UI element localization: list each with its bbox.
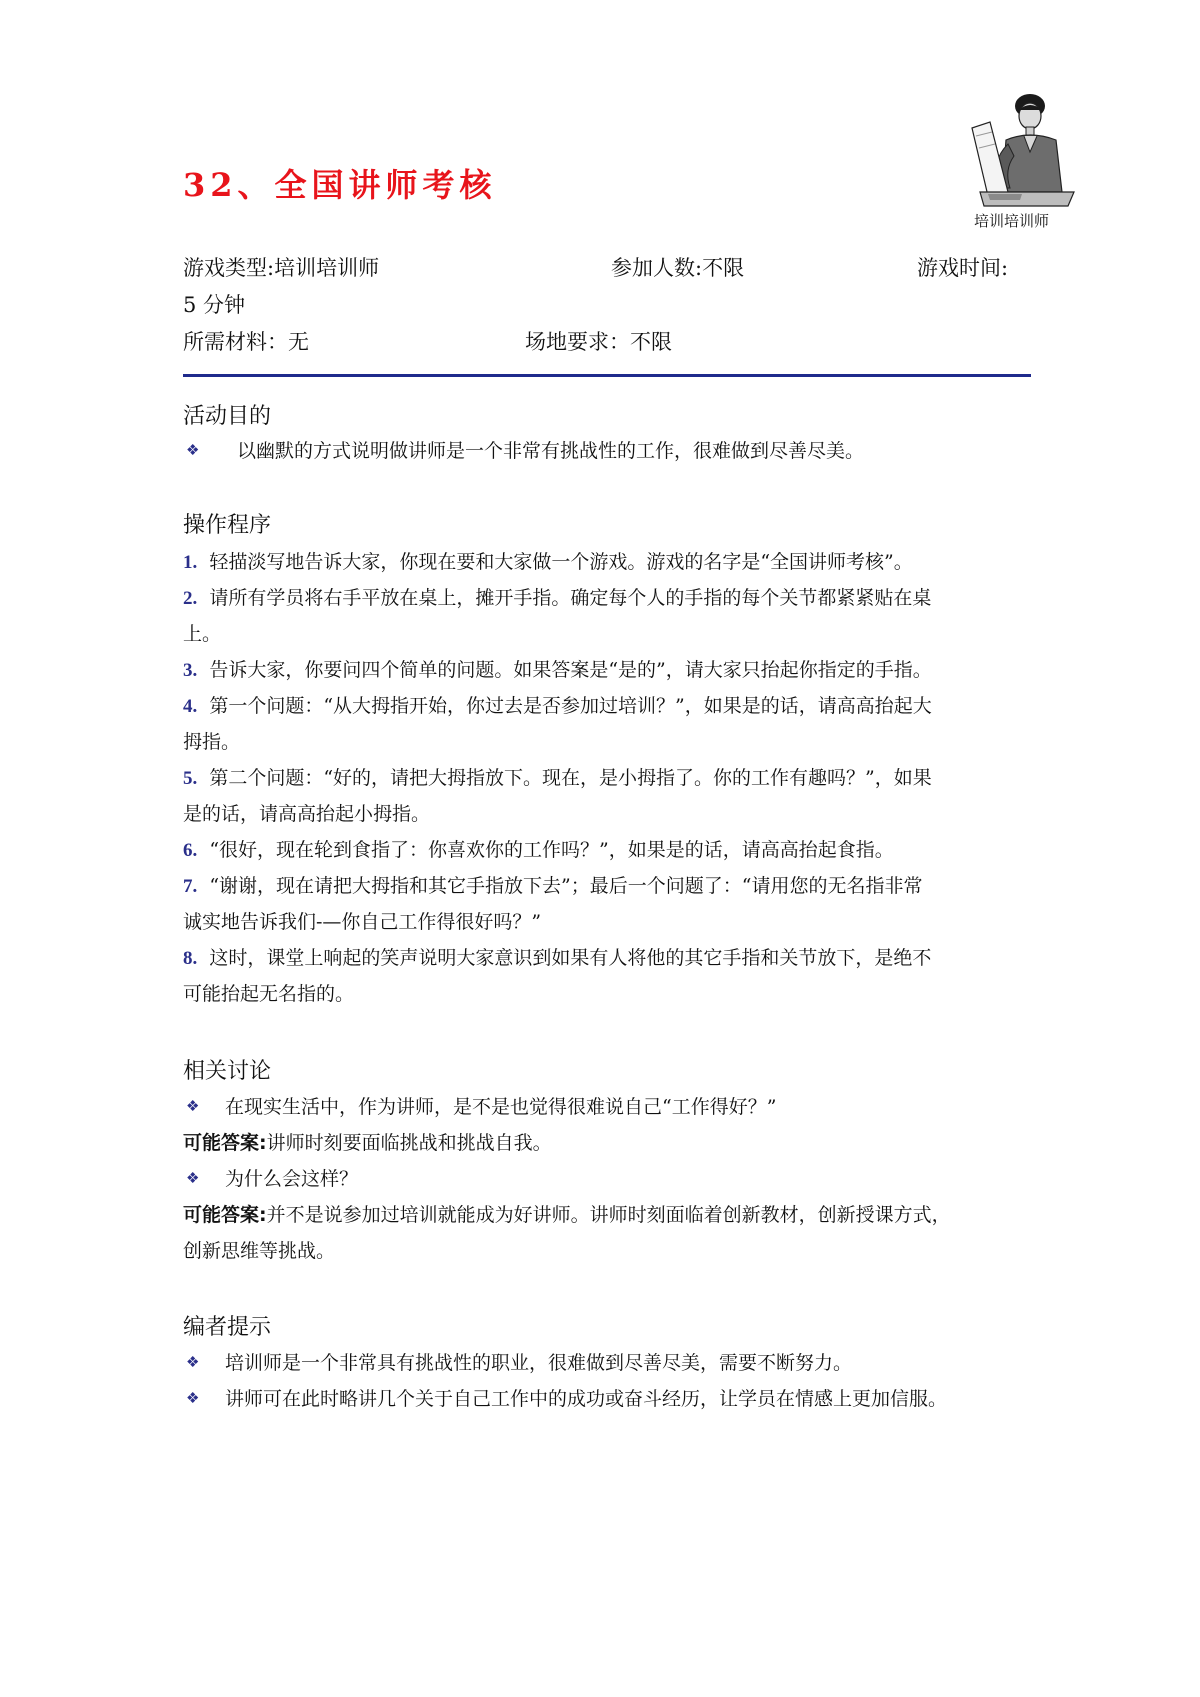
bullet-icon: ❖ (186, 1097, 200, 1115)
figure-caption: 培训培训师 (974, 212, 1050, 230)
answer-text: 讲师时刻要面临挑战和挑战自我。 (266, 1132, 552, 1154)
procedure-step-7 (183, 871, 923, 898)
bullet-icon: ❖ (186, 1169, 200, 1187)
step-number: 2. (183, 588, 198, 609)
purpose-item: 以幽默的方式说明做讲师是一个非常有挑战性的工作，很难做到尽善尽美。 (237, 440, 865, 462)
step-text-continued: 诚实地告诉我们-—你自己工作得很好吗？” (183, 911, 542, 933)
step-text: 这时，课堂上响起的笑声说明大家意识到如果有人将他的其它手指和关节放下，是绝不 (209, 947, 932, 969)
section-heading-purpose: 活动目的 (183, 404, 272, 429)
step-text: 第一个问题：“从大拇指开始，你过去是否参加过培训？”，如果是的话，请高高抬起大 (209, 695, 932, 717)
step-text: 请所有学员将右手平放在桌上，摊开手指。确定每个人的手指的每个关节都紧紧贴在桌 (209, 587, 932, 609)
bullet-icon: ❖ (186, 1389, 200, 1407)
answer-text: 并不是说参加过培训就能成为好讲师。讲师时刻面临着创新教材，创新授课方式， (266, 1204, 951, 1226)
step-text: 第二个问题：“好的，请把大拇指放下。现在，是小拇指了。你的工作有趣吗？”，如果 (209, 767, 932, 789)
procedure-step-6 (183, 835, 894, 862)
tip-item: 培训师是一个非常具有挑战性的职业，很难做到尽善尽美，需要不断努力。 (225, 1352, 853, 1374)
answer-label: 可能答案: (183, 1132, 267, 1154)
step-text-continued: 是的话，请高高抬起小拇指。 (183, 803, 431, 825)
game-type: 游戏类型:培训培训师 (183, 256, 380, 280)
step-text: 轻描淡写地告诉大家，你现在要和大家做一个游戏。游戏的名字是“全国讲师考核”。 (209, 551, 913, 573)
step-text-continued: 可能抬起无名指的。 (183, 983, 355, 1005)
procedure-step-5 (183, 763, 932, 790)
answer-text-continued: 创新思维等挑战。 (183, 1240, 336, 1262)
bullet-icon: ❖ (186, 1353, 200, 1371)
procedure-step-4 (183, 691, 932, 718)
step-text: “谢谢，现在请把大拇指和其它手指放下去”；最后一个问题了：“请用您的无名指非常 (209, 875, 923, 897)
procedure-step-8 (183, 943, 931, 970)
step-number: 8. (183, 948, 198, 969)
materials: 所需材料：无 (183, 330, 309, 354)
section-heading-discussion: 相关讨论 (183, 1059, 272, 1084)
step-text: 告诉大家，你要问四个简单的问题。如果答案是“是的”，请大家只抬起你指定的手指。 (209, 659, 932, 681)
venue: 场地要求：不限 (525, 330, 672, 354)
tip-item: 讲师可在此时略讲几个关于自己工作中的成功或奋斗经历，让学员在情感上更加信服。 (225, 1388, 948, 1410)
step-text: “很好，现在轮到食指了：你喜欢你的工作吗？”，如果是的话，请高高抬起食指。 (209, 839, 894, 861)
procedure-step-2 (183, 583, 931, 610)
participants: 参加人数:不限 (611, 256, 745, 280)
discussion-question-2: 为什么会这样？ (225, 1168, 359, 1190)
procedure-step-3 (183, 655, 932, 682)
step-number: 7. (183, 876, 198, 897)
discussion-answer-1 (183, 1128, 552, 1155)
step-number: 4. (183, 696, 198, 717)
step-text-continued: 拇指。 (183, 731, 241, 753)
procedure-step-1 (183, 547, 913, 574)
header-divider (183, 374, 1031, 377)
game-time-value: 5 分钟 (183, 293, 246, 317)
bullet-icon: ❖ (186, 441, 200, 459)
game-time-label: 游戏时间: (917, 256, 1009, 280)
step-number: 1. (183, 552, 198, 573)
step-text-continued: 上。 (183, 623, 222, 645)
discussion-answer-2 (183, 1200, 951, 1227)
step-number: 6. (183, 840, 198, 861)
step-number: 5. (183, 768, 198, 789)
section-heading-procedure: 操作程序 (183, 513, 272, 538)
answer-label: 可能答案: (183, 1204, 267, 1226)
discussion-question-1: 在现实生活中，作为讲师，是不是也觉得很难说自己“工作得好？” (225, 1096, 777, 1118)
step-number: 3. (183, 660, 198, 681)
section-heading-tips: 编者提示 (183, 1315, 272, 1340)
page-title: 32、全国讲师考核 (183, 166, 497, 204)
